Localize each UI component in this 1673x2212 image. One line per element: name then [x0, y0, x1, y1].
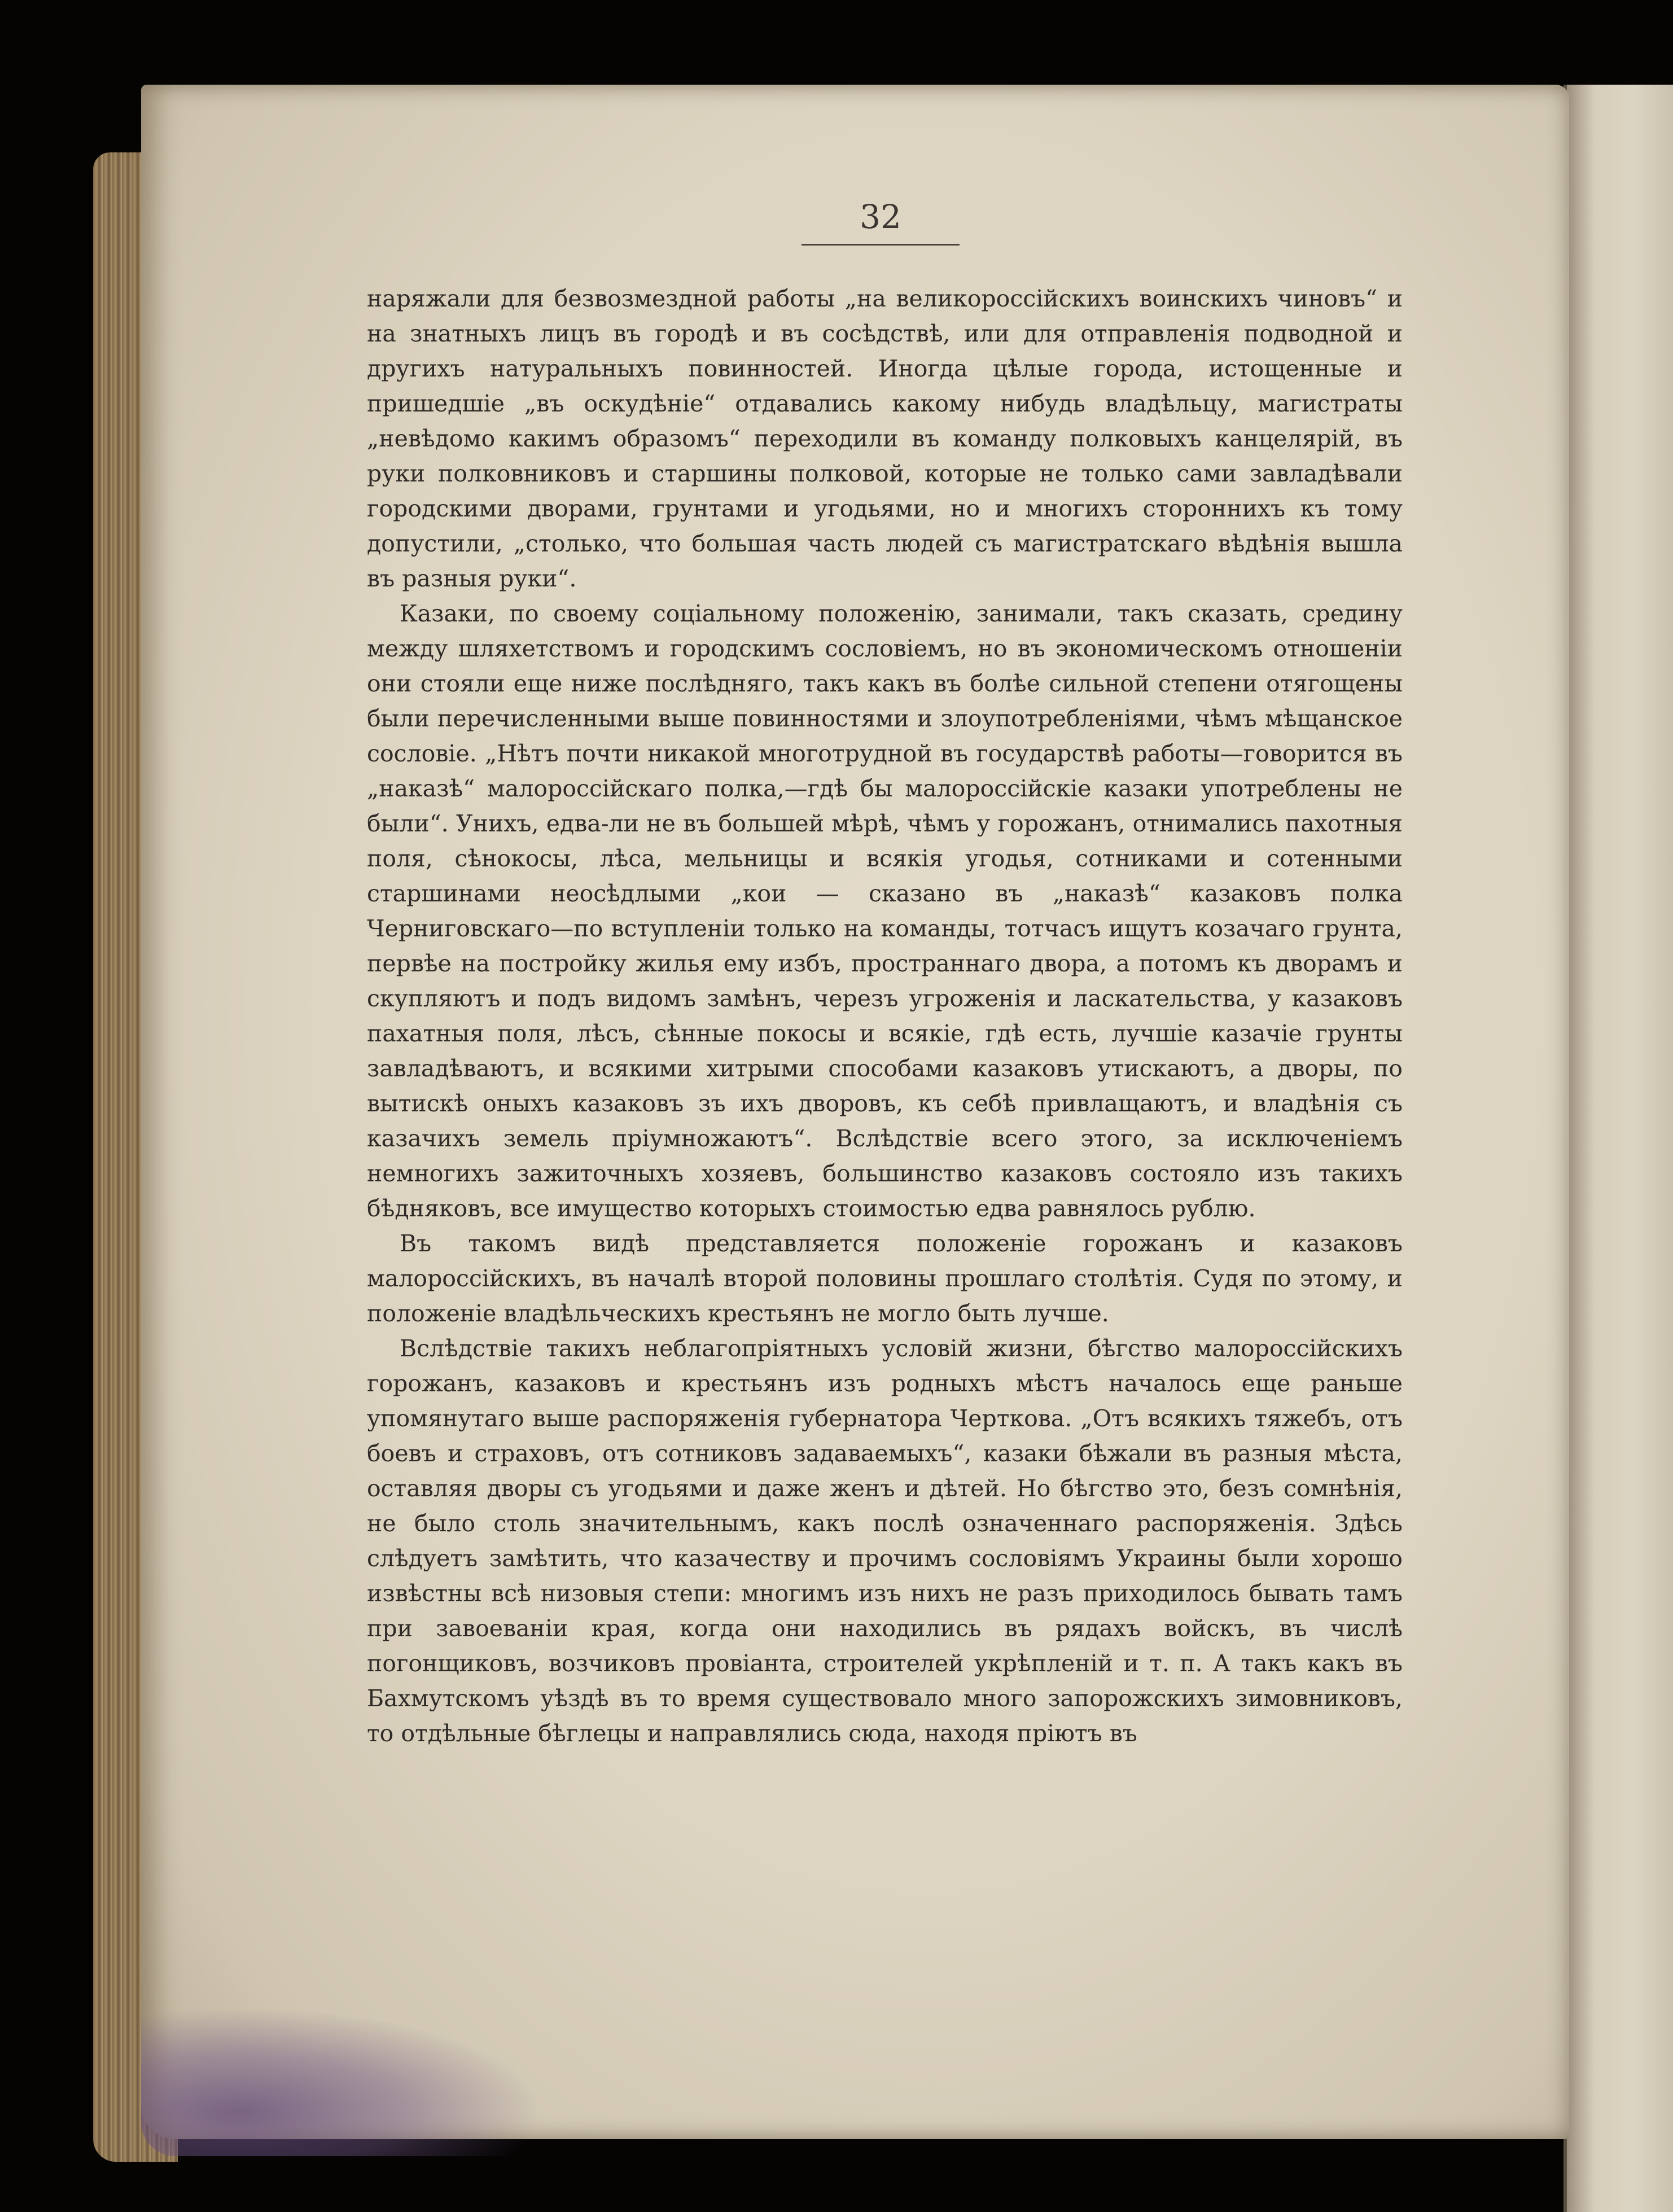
paragraph: наряжали для безвозмездной работы „на великороссійскихъ воинскихъ чиновъ“ и на знатныхъ лицъ въ городѣ и въ сосѣдствѣ, или для отправленія подводной и другихъ натуральныхъ повинностей. Иногда цѣлые города, истощенные и пришедшіе „въ оскудѣніе“ отдавались какому нибудь владѣльцу, магистраты „невѣдомо какимъ образомъ“ переходили въ команду полковыхъ канцелярій, въ руки полковниковъ и старшины полковой, которые не только сами завладѣвали городскими дворами, грунтами и угодьями, но и многихъ стороннихъ къ тому допустили, „столько, что большая часть людей съ магистратскаго вѣдѣнія вышла въ разныя руки“. — [367, 285, 1403, 592]
paragraph: Казаки, по своему соціальному положенію, занимали, такъ сказать, средину между шляхетствомъ и городскимъ сословіемъ, но въ экономическомъ отношеніи они стояли еще ниже послѣдняго, такъ какъ въ болѣе сильной степени отягощены были перечисленными выше повинностями и злоупотребленіями, чѣмъ мѣщанское сословіе. „Нѣтъ почти никакой многотрудной въ государствѣ работы—говорится въ „наказѣ“ малороссійскаго полка,—гдѣ бы малороссійскіе казаки употреблены не были“. Унихъ, едва-ли не въ большей мѣрѣ, чѣмъ у горожанъ, отнимались пахотныя поля, сѣнокосы, лѣса, мельницы и всякія угодья, сотниками и сотенными старшинами неосѣдлыми „кои — сказано въ „наказѣ“ казаковъ полка Черниговскаго—по вступленіи только на команды, тотчасъ ищутъ козачаго грунта, первѣе на постройку жилья ему избъ, пространнаго двора, а потомъ къ дворамъ и скупляютъ и подъ видомъ замѣнъ, черезъ угроженія и ласкательства, у казаковъ пахатныя поля, лѣсъ, сѣнные покосы и всякіе, гдѣ есть, лучшіе казачіе грунты завладѣваютъ, и всякими хитрыми способами казаковъ утискаютъ, а дворы, по вытискѣ оныхъ казаковъ зъ ихъ дворовъ, къ себѣ привлащаютъ, и владѣнія съ казачихъ земель пріумножаютъ“. Вслѣдствіе всего этого, за исключеніемъ немногихъ зажиточныхъ хозяевъ, большинство казаковъ состояло изъ такихъ бѣдняковъ, все имущество которыхъ стоимостью едва равнялось рублю. — [367, 600, 1403, 1222]
ink-stain — [141, 2009, 536, 2156]
body-text — [367, 281, 1403, 1751]
paragraph: Въ такомъ видѣ представляется положеніе горожанъ и казаковъ малороссійскихъ, въ началѣ второй половины прошлаго столѣтія. Судя по этому, и положеніе владѣльческихъ крестьянъ не могло быть лучше. — [367, 1230, 1403, 1327]
paragraph: Вслѣдствіе такихъ неблагопріятныхъ условій жизни, бѣгство малороссійскихъ горожанъ, казаковъ и крестьянъ изъ родныхъ мѣстъ началось еще раньше упомянутаго выше распоряженія губернатора Черткова. „Отъ всякихъ тяжебъ, отъ боевъ и страховъ, отъ сотниковъ задаваемыхъ“, казаки бѣжали въ разныя мѣста, оставляя дворы съ угодьями и даже женъ и дѣтей. Но бѣгство это, безъ сомнѣнія, не было столь значительнымъ, какъ послѣ означеннаго распоряженія. Здѣсь слѣдуетъ замѣтить, что казачеству и прочимъ сословіямъ Украины были хорошо извѣстны всѣ низовыя степи: многимъ изъ нихъ не разъ приходилось бывать тамъ при завоеваніи края, когда они находились въ рядахъ войскъ, въ числѣ погонщиковъ, возчиковъ провіанта, строителей укрѣпленій и т. п. А такъ какъ въ Бахмутскомъ уѣздѣ въ то время существовало много запорожскихъ зимовниковъ, то отдѣльные бѣглецы и направлялись сюда, находя пріютъ въ — [367, 1335, 1403, 1747]
adjacent-page-edge — [1563, 85, 1673, 2212]
page-number-rule — [802, 244, 960, 246]
page-number-block — [807, 198, 954, 236]
page-number: 32 — [860, 198, 901, 236]
